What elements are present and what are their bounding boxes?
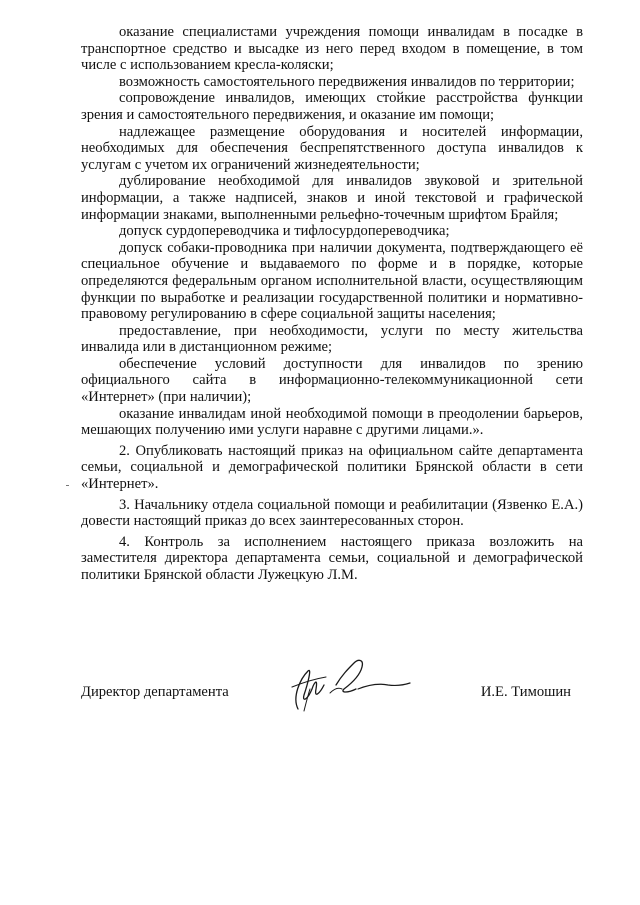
signature-row — [81, 684, 583, 704]
list-item-boarding-assistance: оказание специалистами учреждения помощи инвалидам в посадке в транспортное средство и высадке из него перед входом в помещение, в том числе с использованием кресла-коляски; — [81, 24, 583, 74]
order-item-2: 2. Опубликовать настоящий приказ на официальном сайте департамента семьи, социальной и демографической политики Брянской области в сети «Интернет». — [81, 442, 583, 493]
signer-name: И.Е. Тимошин — [480, 684, 571, 700]
signer-title: Директор департамента — [81, 684, 229, 700]
list-item-remote-service: предоставление, при необходимости, услуги по месту жительства инвалида или в дистанционном режиме; — [81, 322, 583, 356]
list-item-equipment-placement: надлежащее размещение оборудования и носителей информации, необходимых для обеспечения беспрепятственного доступа инвалидов к услугам с учетом их ограничений жизнедеятельности; — [81, 123, 583, 173]
list-item-escort: сопровождение инвалидов, имеющих стойкие расстройства функции зрения и самостоятельного передвижения, и оказание им помощи; — [81, 90, 583, 123]
margin-mark — [66, 485, 69, 486]
list-item-braille-duplication: дублирование необходимой для инвалидов звуковой и зрительной информации, а также надписей, знаков и иной текстовой и графической информации знаками, выполненными рельефно-точечным шрифтом Брайля; — [81, 173, 583, 223]
list-item-website-accessibility: обеспечение условий доступности для инвалидов по зрению официального сайта в информационно-телекоммуникационной сети «Интернет» (при наличии); — [81, 355, 583, 406]
order-item-4: 4. Контроль за исполнением настоящего приказа возложить на заместителя директора департамента семьи, социальной и демографической политики Брянской области Лужецкую Л.М. — [81, 533, 583, 583]
list-item-sign-interpreter: допуск сурдопереводчика и тифлосурдопереводчика; — [119, 223, 450, 240]
list-item-other-assistance: оказание инвалидам иной необходимой помощи в преодолении барьеров, мешающих получению ими услуги наравне с другими лицами.». — [81, 405, 583, 439]
list-item-guide-dog: допуск собаки-проводника при наличии документа, подтверждающего её специальное обучение и выдаваемого по форме и в порядке, которые определяются федеральным органом исполнительной власти, осуществляющим функции по выработке и реализации государственной политики и нормативно-правовому регулированию в сфере социальной защиты населения; — [81, 239, 583, 323]
document-body — [81, 24, 583, 584]
list-item-independent-movement: возможность самостоятельного передвижения инвалидов по территории; — [119, 73, 575, 90]
order-item-3: 3. Начальнику отдела социальной помощи и реабилитации (Язвенко Е.А.) довести настоящий приказ до всех заинтересованных сторон. — [81, 496, 583, 530]
